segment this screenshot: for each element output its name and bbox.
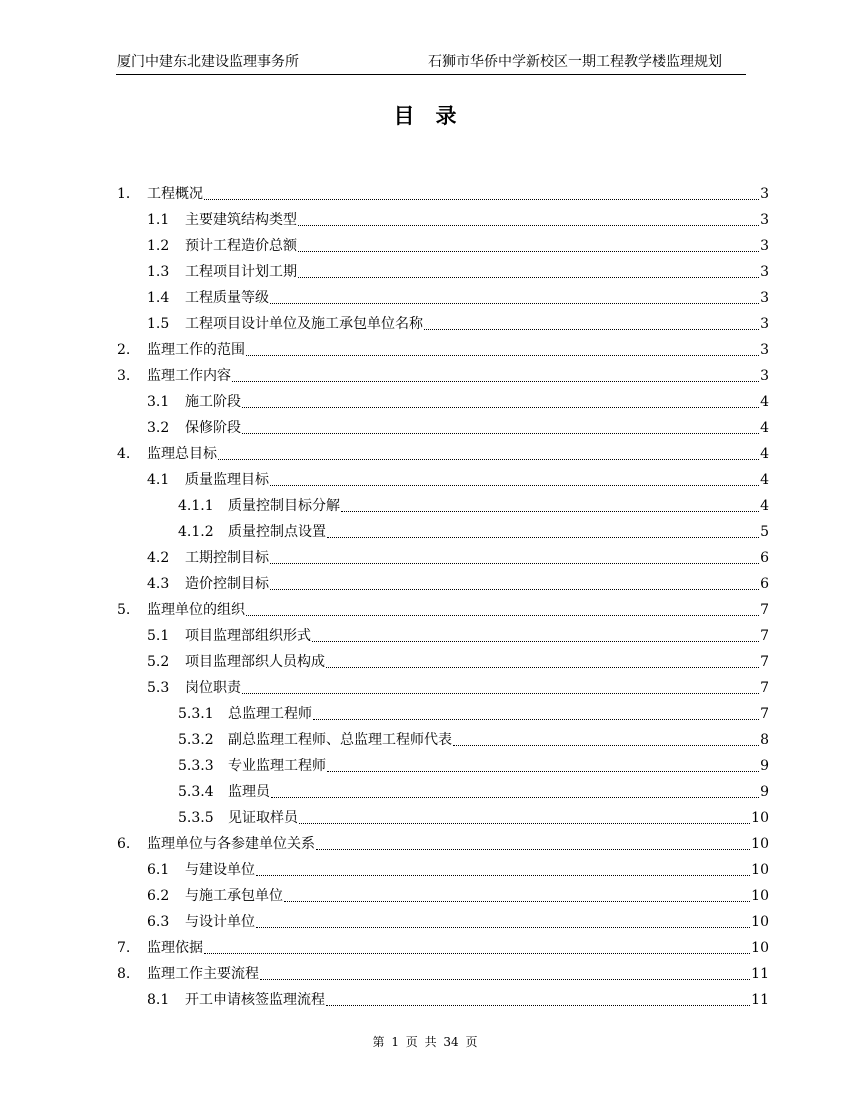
toc-dot-leader	[270, 291, 759, 305]
toc-entry-number: 3.2	[147, 420, 170, 436]
toc-dot-leader	[246, 343, 759, 357]
toc-entry-page-number: 10	[751, 862, 769, 878]
toc-entry[interactable]	[117, 597, 769, 623]
toc-entry-page-number: 4	[760, 472, 769, 488]
toc-entry[interactable]	[117, 701, 769, 727]
toc-dot-leader	[242, 421, 759, 435]
toc-entry[interactable]	[117, 519, 769, 545]
toc-entry-number: 7.	[117, 940, 131, 956]
toc-entry-page-number: 3	[760, 238, 769, 254]
toc-entry[interactable]	[117, 207, 769, 233]
toc-entry-title: 监理总目标	[147, 446, 217, 462]
toc-entry-page-number: 8	[760, 732, 769, 748]
toc-entry-page-number: 6	[760, 550, 769, 566]
toc-entry[interactable]	[117, 181, 769, 207]
toc-entry-page-number: 9	[760, 784, 769, 800]
toc-dot-leader	[270, 551, 759, 565]
toc-entry[interactable]	[117, 649, 769, 675]
toc-entry-number: 6.	[117, 836, 131, 852]
toc-dot-leader	[232, 369, 759, 383]
toc-entry-number: 5.3.2	[178, 732, 214, 748]
toc-dot-leader	[298, 265, 759, 279]
toc-entry-number: 3.1	[147, 394, 170, 410]
toc-entry-title: 工程质量等级	[185, 290, 269, 306]
toc-entry[interactable]	[117, 389, 769, 415]
toc-entry-page-number: 7	[760, 602, 769, 618]
toc-dot-leader	[298, 239, 759, 253]
toc-entry-page-number: 3	[760, 264, 769, 280]
toc-entry-number: 5.3.5	[178, 810, 214, 826]
toc-entry-title: 开工申请核签监理流程	[185, 992, 325, 1008]
toc-entry-title: 监理工作的范围	[147, 342, 245, 358]
toc-entry[interactable]	[117, 909, 769, 935]
toc-entry-title: 保修阶段	[185, 420, 241, 436]
toc-entry-number: 1．	[117, 186, 140, 202]
toc-entry-title: 工程项目计划工期	[185, 264, 297, 280]
toc-entry[interactable]	[117, 337, 769, 363]
toc-entry-number: 6.1	[147, 862, 170, 878]
toc-dot-leader	[341, 499, 759, 513]
toc-entry[interactable]	[117, 623, 769, 649]
toc-entry-number: 8.	[117, 966, 131, 982]
toc-entry[interactable]	[117, 675, 769, 701]
toc-entry-number: 6.3	[147, 914, 170, 930]
toc-entry-title: 工期控制目标	[185, 550, 269, 566]
toc-entry-title: 预计工程造价总额	[185, 238, 297, 254]
toc-entry-title: 监理单位的组织	[147, 602, 245, 618]
toc-entry-title: 工程概况	[147, 186, 203, 202]
toc-entry-title: 监理工作主要流程	[147, 966, 259, 982]
toc-entry-page-number: 10	[751, 836, 769, 852]
toc-dot-leader	[327, 525, 759, 539]
toc-entry-page-number: 3	[760, 368, 769, 384]
toc-entry-title: 监理依据	[147, 940, 203, 956]
toc-entry-page-number: 4	[760, 446, 769, 462]
toc-entry-number: 5.2	[147, 654, 170, 670]
header-divider	[116, 74, 746, 75]
toc-entry[interactable]	[117, 571, 769, 597]
toc-entry-number: 5.3	[147, 680, 170, 696]
header-organization: 厦门中建东北建设监理事务所	[117, 54, 299, 70]
toc-entry-title: 监理工作内容	[147, 368, 231, 384]
toc-entry-title: 专业监理工程师	[228, 758, 326, 774]
toc-entry-title: 监理员	[228, 784, 270, 800]
toc-entry-page-number: 6	[760, 576, 769, 592]
toc-entry-page-number: 9	[760, 758, 769, 774]
toc-entry-number: 1.2	[147, 238, 170, 254]
toc-entry-title: 主要建筑结构类型	[185, 212, 297, 228]
toc-entry[interactable]	[117, 805, 769, 831]
toc-entry[interactable]	[117, 363, 769, 389]
toc-entry-number: 1.1	[147, 212, 170, 228]
toc-entry[interactable]	[117, 961, 769, 987]
toc-entry-title: 质量控制目标分解	[228, 498, 340, 514]
toc-dot-leader	[246, 603, 759, 617]
toc-entry-page-number: 7	[760, 654, 769, 670]
toc-entry[interactable]	[117, 285, 769, 311]
toc-dot-leader	[284, 889, 750, 903]
toc-entry-title: 副总监理工程师、总监理工程师代表	[228, 732, 452, 748]
toc-dot-leader	[298, 213, 759, 227]
toc-entry-page-number: 3	[760, 316, 769, 332]
header-document-title: 石狮市华侨中学新校区一期工程教学楼监理规划	[428, 54, 722, 70]
table-of-contents	[117, 181, 769, 1013]
toc-entry-number: 2.	[117, 342, 131, 358]
toc-entry-title: 岗位职责	[185, 680, 241, 696]
toc-entry-number: 6.2	[147, 888, 170, 904]
toc-entry-number: 1.3	[147, 264, 170, 280]
toc-entry[interactable]	[117, 467, 769, 493]
toc-entry-title: 项目监理部织人员构成	[185, 654, 325, 670]
toc-dot-leader	[312, 629, 759, 643]
toc-entry-title: 施工阶段	[185, 394, 241, 410]
toc-entry-title: 与设计单位	[185, 914, 255, 930]
toc-dot-leader	[204, 187, 759, 201]
toc-entry-page-number: 3	[760, 212, 769, 228]
toc-entry[interactable]	[117, 441, 769, 467]
toc-entry-number: 4.	[117, 446, 131, 462]
toc-entry-page-number: 3	[760, 186, 769, 202]
toc-dot-leader	[313, 707, 759, 721]
toc-entry-title: 项目监理部组织形式	[185, 628, 311, 644]
toc-entry[interactable]	[117, 779, 769, 805]
toc-dot-leader	[299, 811, 750, 825]
toc-entry-title: 与施工承包单位	[185, 888, 283, 904]
toc-entry-number: 4.1.2	[178, 524, 214, 540]
toc-entry-title: 质量监理目标	[185, 472, 269, 488]
toc-dot-leader	[256, 915, 750, 929]
toc-entry-title: 与建设单位	[185, 862, 255, 878]
toc-dot-leader	[326, 993, 750, 1007]
toc-entry-page-number: 11	[751, 966, 769, 982]
toc-dot-leader	[270, 577, 759, 591]
toc-entry-title: 工程项目设计单位及施工承包单位名称	[185, 316, 423, 332]
toc-entry-title: 质量控制点设置	[228, 524, 326, 540]
toc-entry-number: 4.3	[147, 576, 170, 592]
toc-entry-page-number: 3	[760, 290, 769, 306]
toc-entry-number: 1.4	[147, 290, 170, 306]
page-title: 目 录	[393, 103, 457, 128]
toc-dot-leader	[270, 473, 759, 487]
toc-entry[interactable]	[117, 883, 769, 909]
toc-dot-leader	[242, 395, 759, 409]
toc-entry-page-number: 10	[751, 888, 769, 904]
toc-entry-page-number: 4	[760, 498, 769, 514]
toc-entry-page-number: 3	[760, 342, 769, 358]
toc-dot-leader	[316, 837, 750, 851]
toc-entry-number: 1.5	[147, 316, 170, 332]
toc-entry[interactable]	[117, 987, 769, 1013]
toc-entry[interactable]	[117, 233, 769, 259]
toc-entry-title: 见证取样员	[228, 810, 298, 826]
toc-entry-page-number: 4	[760, 394, 769, 410]
toc-entry-number: 5.3.4	[178, 784, 214, 800]
toc-dot-leader	[326, 655, 759, 669]
toc-entry[interactable]	[117, 831, 769, 857]
toc-entry-page-number: 10	[751, 914, 769, 930]
toc-entry-page-number: 7	[760, 680, 769, 696]
toc-entry-page-number: 7	[760, 628, 769, 644]
toc-entry[interactable]	[117, 857, 769, 883]
toc-entry-number: 5.3.1	[178, 706, 214, 722]
toc-entry-number: 8.1	[147, 992, 170, 1008]
toc-entry-title: 监理单位与各参建单位关系	[147, 836, 315, 852]
toc-dot-leader	[327, 759, 759, 773]
toc-dot-leader	[204, 941, 750, 955]
toc-entry-page-number: 4	[760, 420, 769, 436]
toc-dot-leader	[260, 967, 750, 981]
toc-entry-number: 5.3.3	[178, 758, 214, 774]
toc-entry[interactable]	[117, 727, 769, 753]
toc-entry-number: 3.	[117, 368, 131, 384]
toc-entry[interactable]	[117, 415, 769, 441]
toc-entry-page-number: 10	[751, 940, 769, 956]
toc-entry[interactable]	[117, 493, 769, 519]
toc-entry-title: 造价控制目标	[185, 576, 269, 592]
page-footer: 第 1 页 共 34 页	[372, 1035, 478, 1049]
toc-dot-leader	[242, 681, 759, 695]
toc-dot-leader	[453, 733, 759, 747]
toc-dot-leader	[218, 447, 759, 461]
toc-entry-page-number: 5	[760, 524, 769, 540]
toc-entry[interactable]	[117, 753, 769, 779]
toc-dot-leader	[424, 317, 759, 331]
toc-entry[interactable]	[117, 545, 769, 571]
toc-entry-number: 5.	[117, 602, 131, 618]
toc-entry-page-number: 7	[760, 706, 769, 722]
toc-entry-number: 4.2	[147, 550, 170, 566]
toc-entry-page-number: 11	[751, 992, 769, 1008]
toc-entry[interactable]	[117, 259, 769, 285]
toc-entry-number: 4.1	[147, 472, 170, 488]
toc-entry-page-number: 10	[751, 810, 769, 826]
toc-entry[interactable]	[117, 935, 769, 961]
toc-entry-number: 4.1.1	[178, 498, 214, 514]
toc-dot-leader	[256, 863, 750, 877]
toc-entry[interactable]	[117, 311, 769, 337]
toc-entry-number: 5.1	[147, 628, 170, 644]
toc-dot-leader	[271, 785, 759, 799]
toc-entry-title: 总监理工程师	[228, 706, 312, 722]
